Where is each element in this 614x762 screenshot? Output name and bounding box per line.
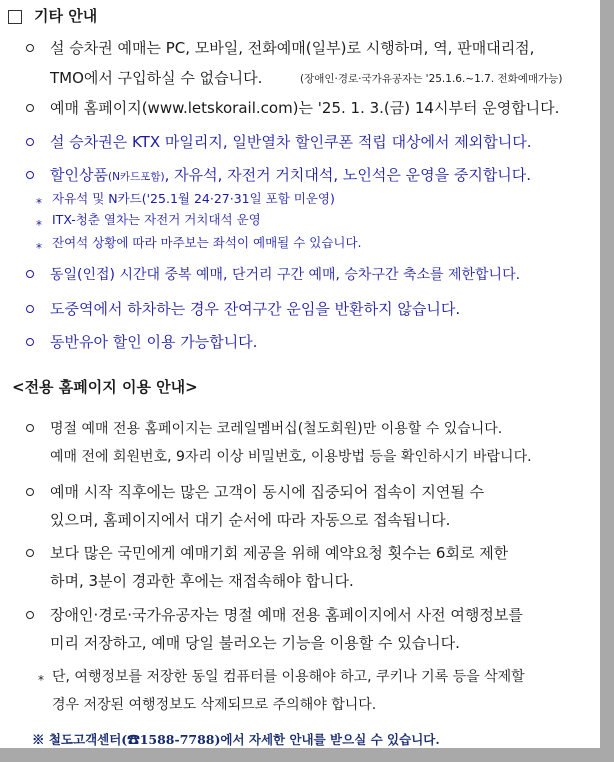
notice-subitem-2: ITX-청춘 열차는 자전거 거치대석 운영	[52, 212, 261, 227]
notice-item-4-prefix-note: (N카드포함)	[107, 171, 165, 183]
asterisk-icon: *	[36, 196, 42, 210]
bullet-circle-icon	[26, 611, 34, 619]
notice-item-3: 설 승차권은 KTX 마일리지, 일반열차 할인쿠폰 적립 대상에서 제외합니다.	[50, 133, 532, 151]
bullet-circle-icon	[26, 171, 34, 179]
bullet-circle-icon	[26, 488, 34, 496]
bullet-circle-icon	[26, 104, 34, 112]
customer-center-footer: ※ 철도고객센터(☎1588-7788)에서 자세한 안내를 받으실 수 있습니다.	[32, 732, 440, 747]
notice-item-4-prefix: 할인상품	[50, 166, 108, 184]
notice-item-2: 예매 홈페이지(www.letskorail.com)는 '25. 1. 3.(금) 14시부터 운영합니다.	[50, 99, 560, 117]
asterisk-icon: *	[36, 241, 42, 255]
notice-item-4-rest: , 자유석, 자전거 거치대석, 노인석은 운영을 중지합니다.	[164, 166, 532, 184]
notice-item-1-line-1: 설 승차권 예매는 PC, 모바일, 전화예매(일부)로 시행하며, 역, 판매대리점,	[50, 39, 535, 57]
notice-item-1-line-2: TMO에서 구입하실 수 없습니다.	[50, 69, 263, 87]
notice-item-4	[50, 168, 531, 183]
guide-item-1-line-1: 명절 예매 전용 홈페이지는 코레일멤버십(철도회원)만 이용할 수 있습니다.	[50, 421, 503, 437]
guide-item-1-line-2: 예매 전에 회원번호, 9자리 이상 비밀번호, 이용방법 등을 확인하시기 바랍니다.	[50, 449, 532, 465]
bullet-circle-icon	[26, 44, 34, 52]
asterisk-icon: *	[36, 218, 42, 232]
guide-note-line-2: 경우 저장된 여행정보도 삭제되므로 주의해야 합니다.	[52, 697, 377, 713]
bullet-circle-icon	[26, 338, 34, 346]
guide-item-4-line-1: 장애인·경로·국가유공자는 명절 예매 전용 홈페이지에서 사전 여행정보를	[50, 606, 523, 624]
notice-subitem-3: 잔여석 상황에 따라 마주보는 좌석이 예매될 수 있습니다.	[52, 235, 362, 250]
notice-item-1-note: (장애인·경로·국가유공자는 '25.1.6.~1.7. 전화예매가능)	[300, 73, 563, 85]
section-title: 기타 안내	[34, 7, 98, 25]
bullet-circle-icon	[26, 305, 34, 313]
notice-item-7: 동반유아 할인 이용 가능합니다.	[50, 333, 258, 351]
guide-item-3-line-2: 하며, 3분이 경과한 후에는 재접속해야 합니다.	[50, 572, 354, 590]
checkbox-square-icon	[8, 10, 22, 24]
guide-item-2-line-2: 있으며, 홈페이지에서 대기 순서에 따라 자동으로 접속됩니다.	[50, 511, 451, 529]
guide-item-4-line-2: 미리 저장하고, 예매 당일 불러오는 기능을 이용할 수 있습니다.	[50, 634, 460, 652]
bullet-circle-icon	[26, 549, 34, 557]
bullet-circle-icon	[26, 424, 34, 432]
asterisk-icon: *	[38, 673, 44, 687]
section-2-title: <전용 홈페이지 이용 안내>	[12, 378, 198, 396]
notice-item-6: 도중역에서 하차하는 경우 잔여구간 운임을 반환하지 않습니다.	[50, 300, 461, 318]
bullet-circle-icon	[26, 138, 34, 146]
notice-subitem-1: 자유석 및 N카드('25.1월 24·27·31일 포함 미운영)	[52, 191, 335, 206]
guide-item-2-line-1: 예매 시작 직후에는 많은 고객이 동시에 집중되어 접속이 지연될 수	[50, 483, 485, 501]
bullet-circle-icon	[26, 270, 34, 278]
notice-item-5: 동일(인접) 시간대 중복 예매, 단거리 구간 예매, 승차구간 축소를 제한합니다.	[50, 267, 521, 283]
guide-item-3-line-1: 보다 많은 국민에게 예매기회 제공을 위해 예약요청 횟수는 6회로 제한	[50, 544, 509, 562]
guide-note-line-1: 단, 여행정보를 저장한 동일 컴퓨터를 이용해야 하고, 쿠키나 기록 등을 삭제할	[52, 669, 525, 685]
